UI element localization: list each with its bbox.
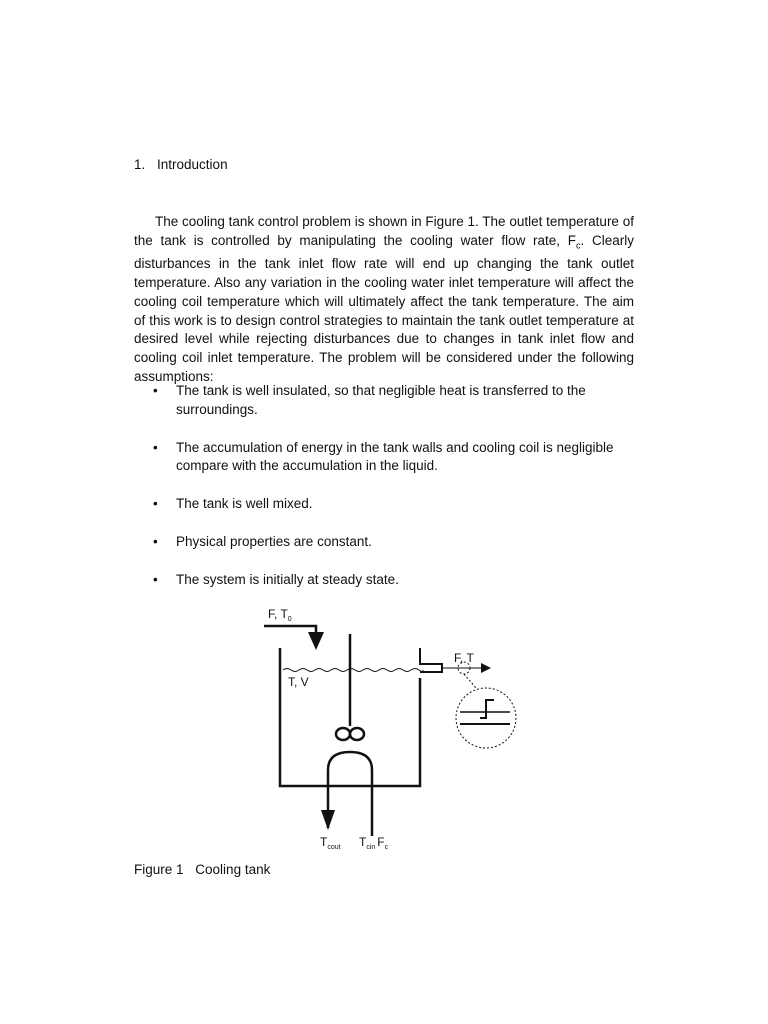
inlet-label: F, $T_0$ [268, 607, 292, 623]
outlet-label: F, T [454, 651, 474, 665]
coolant-in-label: $T_{cin}$ $F_c$ [359, 835, 389, 851]
figure-number: Figure 1 [134, 862, 184, 877]
assumption-text: The accumulation of energy in the tank walls and cooling coil is negligible compare with the accumulation in the liquid. [176, 439, 614, 474]
paragraph-subscript: c [576, 240, 581, 251]
bullet-icon: • [153, 439, 158, 455]
assumption-text: The tank is well mixed. [176, 496, 313, 512]
section-number: 1. [134, 157, 146, 172]
section-heading [134, 157, 228, 172]
assumptions-list [134, 382, 634, 609]
bullet-icon: • [153, 383, 158, 398]
list-item [134, 533, 634, 552]
figure-caption [134, 862, 270, 877]
list-item [134, 495, 634, 514]
cooling-tank-diagram [250, 600, 550, 860]
assumption-text: Physical properties are constant. [176, 533, 372, 549]
control-valve-icon [456, 688, 516, 748]
assumption-text: The tank is well insulated, so that negligible heat is transferred to the surroundings. [176, 383, 586, 417]
intro-paragraph [134, 213, 634, 387]
cooling-coil [328, 752, 372, 836]
paragraph-text-end: . Clearly disturbances in the tank inlet flow rate will end up changing the tank outlet temperature. Also any variation in the cooling water inlet temperature will affect the cooling coil temperature which will ultimately affect the tank temperature. The aim of this work is to design control strategies to maintain the tank outlet temperature at desired level while rejecting disturbances due to changes in tank inlet flow and cooling coil inlet temperature. The problem will be considered under the following assumptions: [134, 232, 635, 385]
coolant-out-arrow-icon [321, 810, 335, 830]
list-item [134, 382, 634, 420]
bullet-icon: • [153, 496, 158, 512]
inlet-arrow-icon [308, 632, 324, 650]
coolant-out-label: $T_{cout}$ [320, 835, 341, 851]
inlet-pipe [264, 626, 324, 650]
paragraph-text-start: The cooling tank control problem is shown in Figure 1. The outlet temperature of the tank is controlled by manipulating the cooling water flow rate, F [134, 214, 634, 248]
agitator-impeller-icon [336, 728, 364, 740]
list-item [134, 439, 634, 477]
list-item [134, 571, 634, 590]
figure-caption-text: Cooling tank [195, 862, 271, 877]
sensor-signal-line [464, 674, 476, 688]
assumption-text: The system is initially at steady state. [176, 571, 399, 587]
tank-label: T, V [288, 675, 309, 689]
section-title: Introduction [157, 157, 228, 172]
bullet-icon: • [153, 571, 158, 587]
tank-overflow-outlet [420, 648, 442, 672]
bullet-icon: • [153, 533, 158, 549]
liquid-surface [283, 669, 423, 672]
